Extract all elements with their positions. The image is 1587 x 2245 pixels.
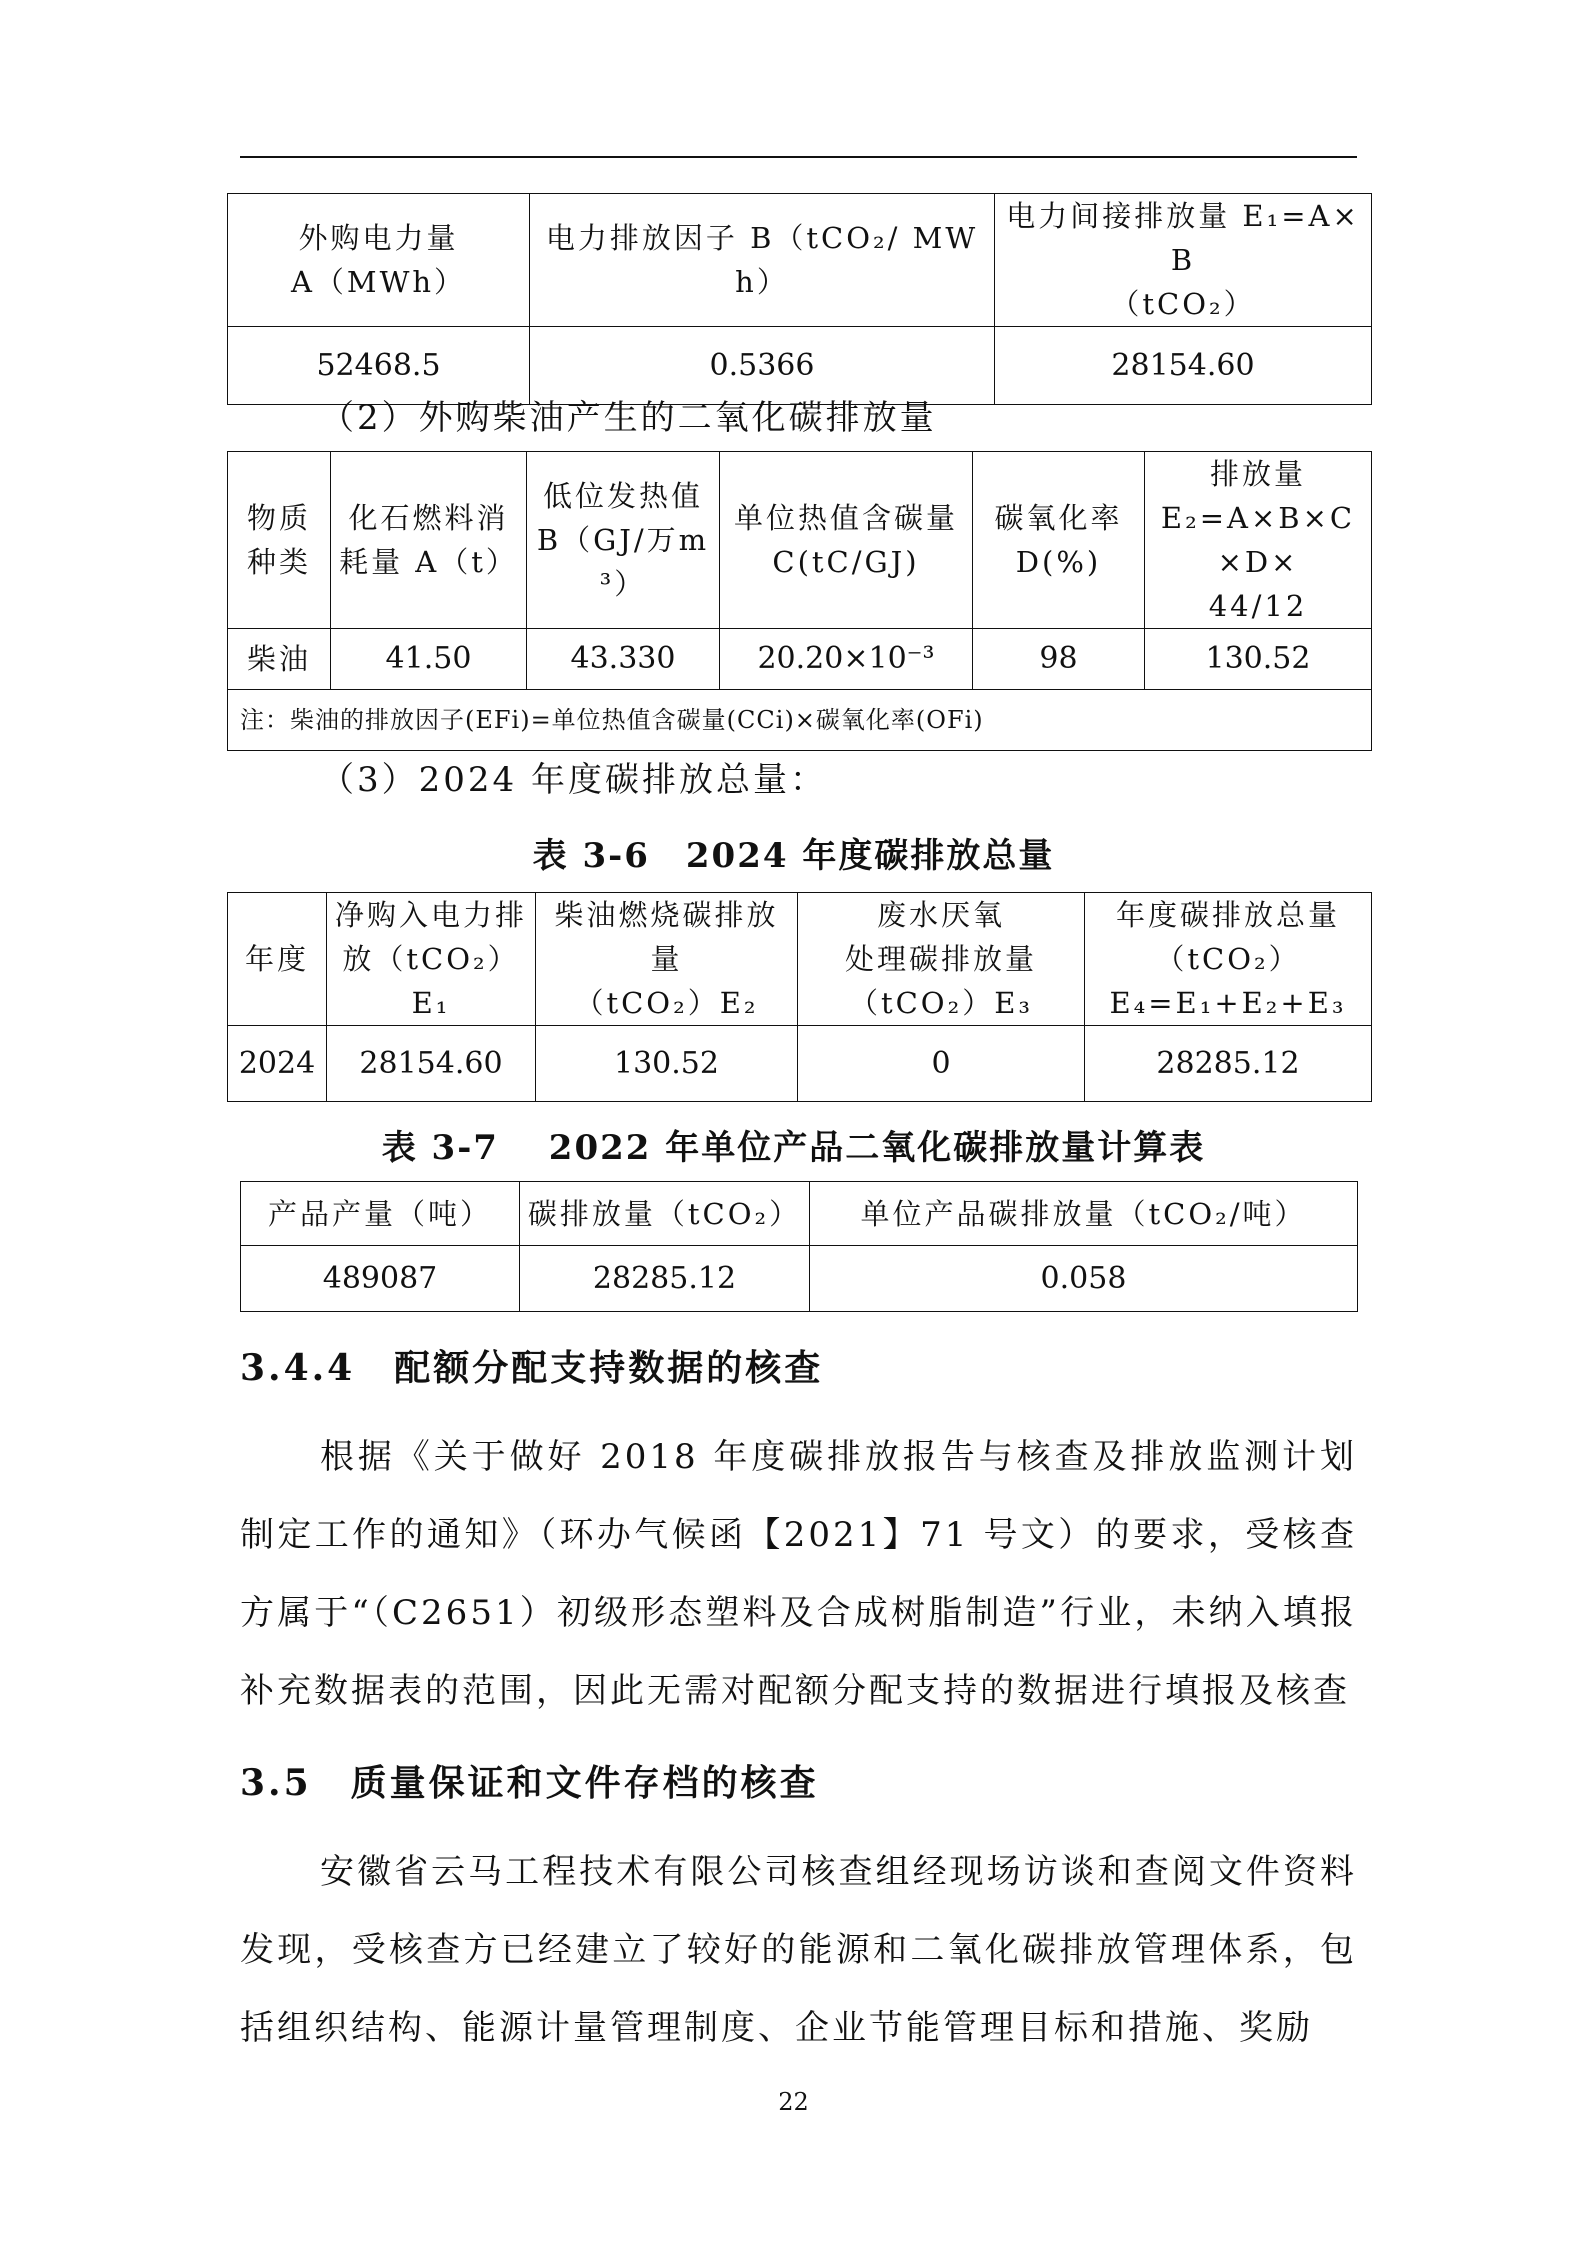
value-cell: 489087 [241,1246,520,1312]
header-cell: 净购入电力排放（tCO₂）E₁ [327,893,536,1026]
value-cell: 52468.5 [228,327,530,405]
table-caption: 表 3-7 2022 年单位产品二氧化碳排放量计算表 [381,1128,1206,1168]
value-cell: 28154.60 [327,1026,536,1102]
unit-product-table [240,1181,1358,1312]
item-3: （3）2024 年度碳排放总量： [320,760,827,800]
header-cell: 产品产量（吨） [241,1182,520,1246]
total-emission-table [227,892,1372,1102]
header-cell: 碳排放量（tCO₂） [520,1182,810,1246]
header-cell: 电力排放因子 B（tCO₂/ MWh） [530,194,995,327]
value-cell: 2024 [228,1026,327,1102]
value-cell: 98 [973,629,1145,690]
table-note: 注：柴油的排放因子(EFi)=单位热值含碳量(CCi)×碳氧化率(OFi) [228,690,1372,751]
value-cell: 0.5366 [530,327,995,405]
paragraph: 根据《关于做好 2018 年度碳排放报告与核查及排放监测计划制定工作的通知》（环办气候函【2021】71 号文）的要求，受核查方属于“（C2651）初级形态塑料及合成树脂制造”行业，未纳入填报补充数据表的范围，因此无需对配额分配支持的数据进行填报及核查 [240,1437,1357,1711]
header-cell: 电力间接排放量 E₁=A×B （tCO₂） [995,194,1372,327]
value-cell: 28285.12 [520,1246,810,1312]
value-cell: 43.330 [527,629,720,690]
item-2: （2）外购柴油产生的二氧化碳排放量 [320,398,937,438]
paragraph: 安徽省云马工程技术有限公司核查组经现场访谈和查阅文件资料发现，受核查方已经建立了较好的能源和二氧化碳排放管理体系，包括组织结构、能源计量管理制度、企业节能管理目标和措施、奖励 [240,1852,1357,2048]
value-cell: 130.52 [1145,629,1372,690]
value-cell: 0 [798,1026,1085,1102]
value-cell: 0.058 [810,1246,1358,1312]
value-cell: 20.20×10⁻³ [720,629,973,690]
value-cell: 28154.60 [995,327,1372,405]
electricity-table [227,193,1372,405]
header-cell: 化石燃料消耗量 A（t） [331,452,527,629]
value-cell: 28285.12 [1085,1026,1372,1102]
header-cell: 废水厌氧 处理碳排放量 （tCO₂）E₃ [798,893,1085,1026]
diesel-table [227,451,1372,751]
header-cell: 碳氧化率 D(%) [973,452,1145,629]
header-cell: 物质种类 [228,452,331,629]
section-heading: 3.5 质量保证和文件存档的核查 [240,1762,819,1804]
header-cell: 外购电力量 A（MWh） [228,194,530,327]
value-cell: 柴油 [228,629,331,690]
value-cell: 41.50 [331,629,527,690]
header-cell: 柴油燃烧碳排放量 （tCO₂）E₂ [536,893,798,1026]
header-cell: 年度 [228,893,327,1026]
header-cell: 单位热值含碳量 C(tC/GJ) [720,452,973,629]
page-number: 22 [778,2088,809,2116]
header-cell: 排放量 E₂=A×B×C×D× 44/12 [1145,452,1372,629]
header-cell: 低位发热值 B（GJ/万m³） [527,452,720,629]
header-cell: 单位产品碳排放量（tCO₂/吨） [810,1182,1358,1246]
header-rule [240,156,1357,158]
header-cell: 年度碳排放总量 （tCO₂） E₄=E₁+E₂+E₃ [1085,893,1372,1026]
table-caption: 表 3-6 2024 年度碳排放总量 [532,836,1055,876]
value-cell: 130.52 [536,1026,798,1102]
section-heading: 3.4.4 配额分配支持数据的核查 [240,1347,824,1389]
